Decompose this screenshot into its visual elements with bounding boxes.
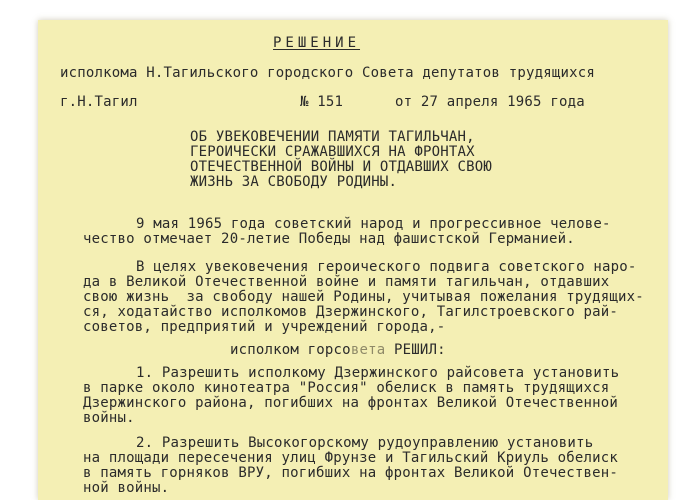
subject-line: ОТЕЧЕСТВЕННОЙ ВОЙНЫ И ОТДАВШИХ СВОЮ [190,159,493,175]
decision-prefix: исполком горсо [230,342,351,358]
item-line: ной войны. [83,480,170,496]
item-line: Дзержинского района, погибших на фронтах Великой Отечественной [83,395,618,411]
decision-verb: РЕШИЛ: [385,342,446,358]
paragraph-line: 9 мая 1965 года советский народ и прогрессивное челове- [136,216,611,232]
place: г.Н.Тагил [60,94,138,110]
issuer-line: исполкома Н.Тагильского городского Совета депутатов трудящихся [60,65,595,81]
subject-line: ЖИЗНЬ ЗА СВОБОДУ РОДИНЫ. [190,174,398,190]
decision-line [230,343,446,358]
paragraph-line: В целях увековечения героического подвига советского наро- [136,259,637,275]
paragraph-line: советов, предприятий и учреждений города,- [83,319,446,335]
item-line: в парке около кинотеатра "Россия" обелиск в память трудящихся [83,380,610,396]
subject-line: ГЕРОИЧЕСКИ СРАЖАВШИХСЯ НА ФРОНТАХ [190,144,475,160]
paragraph-line: ся, ходатайство исполкомов Дзержинского, Тагилстроевского рай- [83,304,618,320]
paragraph-line: свою жизнь за свободу нашей Родины, учитывая пожелания трудящих- [83,289,644,305]
item-line: 1. Разрешить исполкому Дзержинского райсовета установить [136,365,620,381]
document-number: № 151 [300,94,344,110]
paragraph-line: чество отмечает 20-летие Победы над фашистской Германией. [83,231,575,247]
decision-faded: вета [350,342,386,358]
subject-line: ОБ УВЕКОВЕЧЕНИИ ПАМЯТИ ТАГИЛЬЧАН, [190,129,475,145]
item-line: на площади пересечения улиц Фрунзе и Тагильский Криуль обелиск [83,450,618,466]
item-line: войны. [83,410,135,426]
document-date: от 27 апреля 1965 года [395,94,585,110]
paragraph-line: да в Великой Отечественной войне и памяти тагильчан, отдавших [83,274,610,290]
item-line: 2. Разрешить Высокогорскому рудоуправлению установить [136,435,594,451]
document-sheet [38,20,668,500]
item-line: в память горняков ВРУ, погибших на фронтах Великой Отечествен- [83,465,618,481]
document-title: РЕШЕНИЕ [273,35,361,51]
